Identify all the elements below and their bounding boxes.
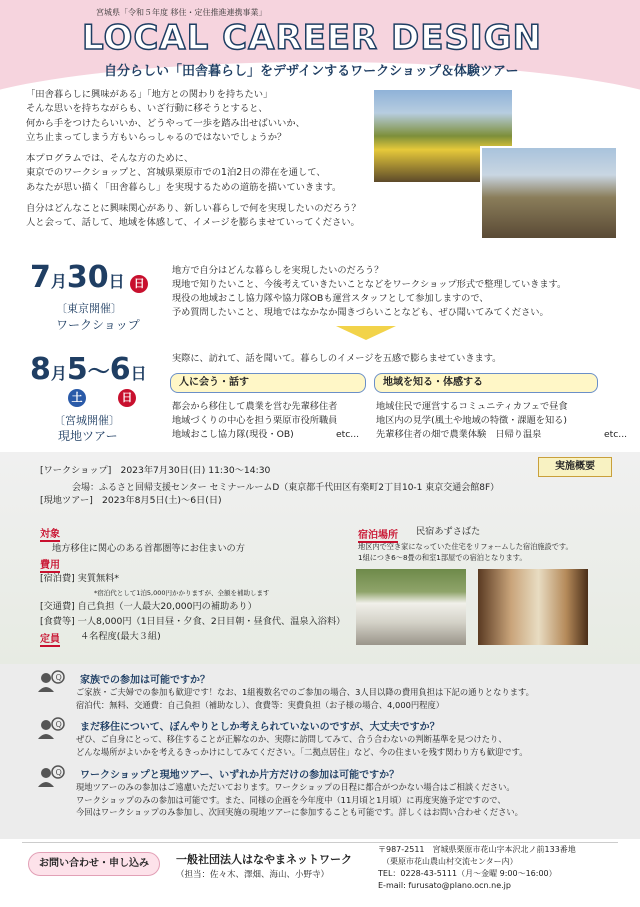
lodging-label: 宿泊場所: [358, 526, 398, 543]
page-subtitle: 自分らしい「田舎暮らし」をデザインするワークショップ＆体験ツアー: [104, 64, 519, 79]
list-item: 地域住民で運営するコミュニティカフェで昼食: [376, 401, 568, 412]
travel-cost: [交通費] 自己負担（一人最大20,000円の補助あり）: [40, 601, 257, 612]
intro-line: 立ち止まってしまう方もいらっしゃるのではないでしょうか？: [26, 131, 287, 143]
tag-meet-people-label: 人に会う・話す: [179, 377, 249, 388]
contact-address-sub: （栗原市花山農山村交流センター内）: [382, 857, 518, 866]
faq-answer-line: ご家族・ご夫婦での参加も歓迎です！なお、1組複数名でのご参加の場合、3人目以降の費用負担は下記の通りとなります。: [76, 687, 534, 697]
stay-note: *宿泊代として1泊5,000円かかりますが、全額を補助します: [94, 589, 270, 597]
faq-question-2: まだ移住について、ぼんやりとしか考えられていないのですが、大丈夫ですか？: [80, 722, 440, 733]
list-item: 地域おこし協力隊(現役・OB): [172, 429, 294, 440]
event1-desc-line: 現役の地域おこし協力隊や協力隊OBも運営スタッフとして参加しますので、: [172, 293, 489, 304]
faq-icon: [36, 765, 66, 789]
tag-meet-people: [170, 373, 366, 393]
lodging-name: 民宿あずさばた: [416, 526, 481, 537]
intro-p3: [26, 202, 366, 231]
event1-desc-line: 予め質問したいこと、現地ではなかなか聞きづらいことなども、ぜひ聞いてみてください。: [172, 307, 549, 318]
target-label: 対象: [40, 525, 60, 542]
lodging-desc-line: 地区内で空き家になっていた住宅をリフォームした宿泊施設です。: [358, 542, 573, 551]
event1-weekday: 日: [130, 275, 148, 293]
contact-details: [378, 844, 638, 892]
event1-month-unit: 月: [50, 272, 67, 291]
contact-staff: （担当：佐々木、澤畑、海山、小野寺）: [176, 870, 330, 880]
event2-date: [30, 352, 147, 387]
event2-list-region: [376, 400, 626, 442]
contact-address: 〒987-2511 宮城県栗原市花山字本沢北ノ前133番地: [378, 845, 576, 854]
intro-line: 何から手をつけたらいいか、どうやって一歩を踏み出せばいいか、: [26, 117, 305, 129]
tag-experience-region-label: 地域を知る・体感する: [383, 377, 483, 388]
food-cost: [食費等] 一人8,000円（1日目昼・夕食、2日目朝・昼食代、温泉入浴料）: [40, 616, 346, 627]
program-org: 宮城県「令和５年度 移住・定住推進連携事業」: [96, 8, 267, 17]
down-arrow-icon: [336, 326, 396, 340]
event1-place: 〔東京開催〕: [56, 302, 122, 315]
overview-venue: 会場：ふるさと回帰支援センター セミナールームD（東京都千代田区有楽町2丁目10-1 東京交通会館8F）: [72, 483, 500, 493]
contact-email[interactable]: E-mail: furusato@plano.ocn.ne.jp: [378, 881, 511, 890]
lodging-desc: [358, 541, 628, 563]
event1-desc: [172, 264, 627, 320]
list-item: 地区内の見学(風土や地域の特徴・課題を知る): [376, 415, 567, 426]
faq-answer-line: ワークショップのみの参加は可能です。また、同様の企画を今年度中（11月頃と1月頃）に再度実施予定ですので、: [76, 794, 506, 805]
event2-range: ～: [87, 360, 110, 385]
intro-line: 本プログラムでは、そんな方のために、: [26, 153, 194, 165]
faq-question-3: ワークショップと現地ツアー、いずれか片方だけの参加は可能ですか？: [80, 770, 400, 781]
event2-month-unit: 月: [50, 364, 67, 383]
event2-month: 8: [30, 352, 51, 387]
event1-desc-line: 現地で知りたいこと、今後考えていきたいことなどをワークショップ形式で整理していきます。: [172, 279, 567, 290]
target-text: 地方移住に関心のある首都圏等にお住まいの方: [52, 543, 245, 554]
faq-answer-line: ぜひ、ご自身にとって、移住することが正解なのか、実際に訪問してみて、合う合わないの判断基準を見つけたり、: [76, 734, 507, 744]
intro-line: 東京でのワークショップと、宮城県栗原市での1泊2日の滞在を通して、: [26, 167, 326, 179]
lodging-exterior-photo: [356, 569, 466, 645]
lodging-interior-photo: [478, 569, 588, 645]
intro-p1: [26, 88, 366, 145]
overview-badge: 実施概要: [538, 457, 612, 477]
capacity-label: 定員: [40, 630, 60, 647]
event2-desc: 実際に、訪れて、話を聞いて。暮らしのイメージを五感で膨らませていきます。: [172, 353, 502, 364]
cost-label: 費用: [40, 556, 60, 573]
overview-tour: [現地ツアー] 2023年8月5日(土)～6日(日): [40, 495, 222, 506]
event2-weekday-sun: 日: [118, 389, 136, 407]
intro-line: 「田舎暮らしに興味がある」「地方との関わりを持ちたい」: [26, 89, 273, 100]
intro-p2: [26, 152, 366, 195]
page-title: LOCAL CAREER DESIGN: [82, 18, 542, 58]
contact-tel[interactable]: TEL：0228-43-5111（月～金曜 9:00～16:00）: [378, 869, 557, 878]
faq-answer-line: どんな場所がよいかを考えるきっかけにしてみてください。「二拠点居住」など、今の住まいを残す関わり方も歓迎です。: [76, 746, 528, 757]
capacity-text: ４名程度(最大３組): [80, 631, 161, 642]
faq-icon: [36, 717, 66, 741]
stay-cost: [宿泊費] 実質無料*: [40, 573, 119, 584]
list-item: 先輩移住者の畑で農業体験 日帰り温泉: [376, 429, 542, 440]
intro-line: そんな思いを持ちながらも、いざ行動に移そうとすると、: [26, 103, 268, 115]
faq-answer-1: [76, 686, 534, 711]
faq-answer-3: [76, 781, 523, 819]
intro-line: あなたが思い描く「田舎暮らし」を実現するための道筋を描いていきます。: [26, 181, 342, 193]
faq-answer-line: 宿泊代：無料、交通費：自己負担（補助なし）、食費等：実費負担（お子様の場合、4,000円程度）: [76, 699, 445, 710]
event1-day: 30: [66, 260, 109, 295]
list-item: 都会から移住して農業を営む先輩移住者: [172, 401, 338, 412]
event1-month: 7: [30, 260, 51, 295]
farm-photo: [480, 146, 618, 240]
event2-day-to: 6: [109, 352, 131, 387]
list-etc: etc...: [336, 429, 360, 440]
event2-day-from: 5: [66, 352, 88, 387]
contact-apply-button[interactable]: お問い合わせ・申し込み: [28, 852, 160, 876]
event1-kind: ワークショップ: [56, 318, 140, 332]
list-etc: etc...: [604, 429, 628, 440]
svg-text:Q: Q: [55, 768, 62, 777]
overview-ws: [ワークショップ] 2023年7月30日(日) 11:30～14:30: [40, 465, 271, 476]
contact-divider: [22, 842, 618, 843]
event1-date: [30, 260, 148, 295]
event2-list-people: [172, 400, 368, 442]
event1-day-unit: 日: [108, 272, 125, 291]
intro-text: [26, 88, 366, 238]
event2-weekday-sat: 土: [68, 389, 86, 407]
svg-text:Q: Q: [55, 673, 62, 682]
svg-text:Q: Q: [55, 720, 62, 729]
faq-answer-line: 現地ツアーのみの参加はご遠慮いただいております。ワークショップの日程に都合がつかない場合はご相談ください。: [76, 782, 515, 792]
event2-kind: 現地ツアー: [58, 429, 118, 443]
faq-icon: [36, 670, 66, 694]
contact-org: 一般社団法人はなやまネットワーク: [176, 853, 352, 866]
lodging-desc-line: 1組につき6～8畳の和室1部屋での宿泊となります。: [358, 553, 527, 562]
intro-line: 自分はどんなことに興味関心があり、新しい暮らしで何を実現したいのだろう？: [26, 203, 361, 215]
event1-desc-line: 地方で自分はどんな暮らしを実現したいのだろう？: [172, 265, 384, 276]
intro-line: 人と会って、話して、地域を体感して、イメージを膨らませていってください。: [26, 217, 360, 229]
faq-answer-2: [76, 733, 528, 758]
faq-question-1: 家族での参加は可能ですか？: [80, 675, 210, 686]
event2-day-unit: 日: [130, 364, 147, 383]
tag-experience-region: [374, 373, 598, 393]
faq-answer-line: 今回はワークショップのみ参加し、次回実施の現地ツアーに参加することも可能です。詳しくはお問い合わせください。: [76, 807, 523, 817]
list-item: 地域づくりの中心を担う栗原市役所職員: [172, 415, 338, 426]
event2-place: 〔宮城開催〕: [54, 414, 120, 427]
